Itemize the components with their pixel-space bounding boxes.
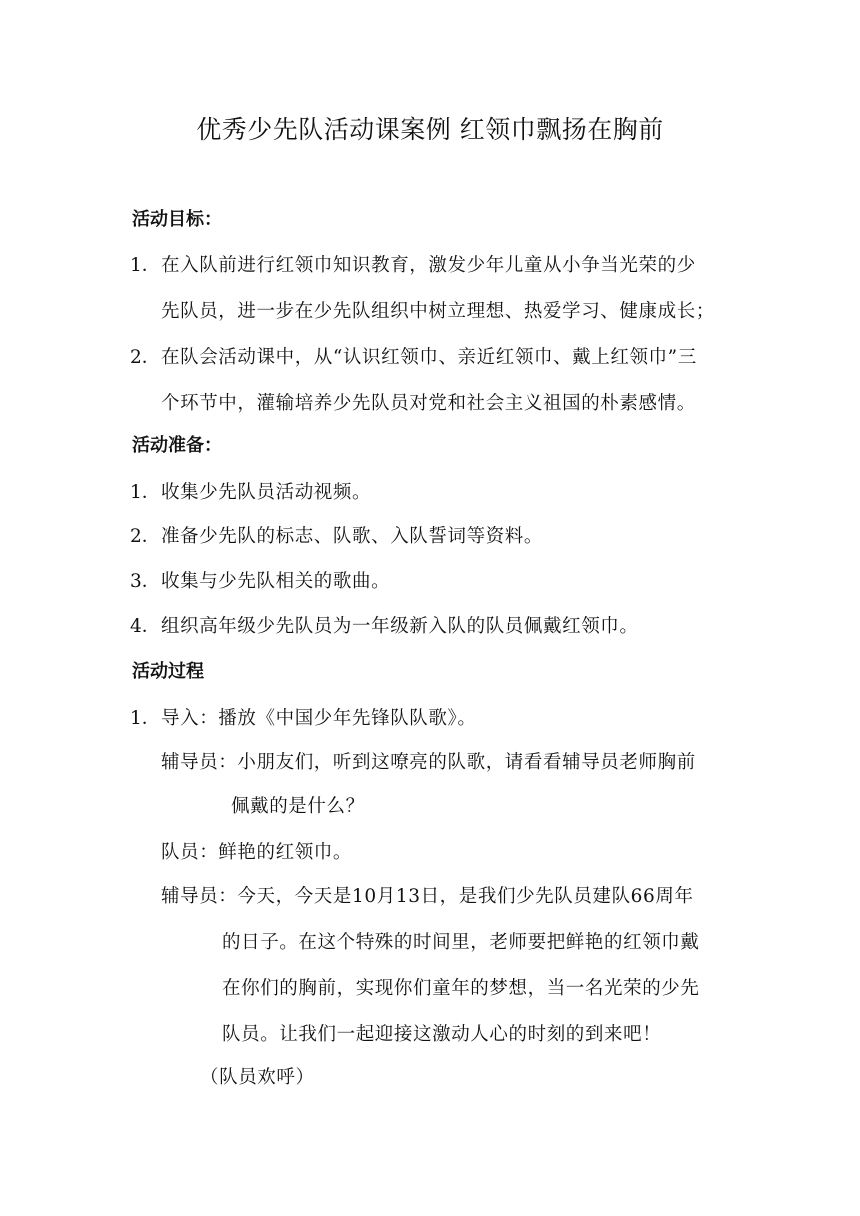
dialogue-2-line-1: 队员：鲜艳的红领巾。 (161, 842, 353, 863)
prep-3-text: 收集与少先队相关的歌曲。 (161, 571, 391, 592)
goal-1-number: 1． (130, 255, 161, 276)
process-1-number: 1． (130, 708, 161, 729)
dialogue-3-line-2: 的日子。在这个特殊的时间里，老师要把鲜艳的红领巾戴 (222, 932, 700, 953)
stage-note: （队员欢呼） (200, 1067, 315, 1088)
dialogue-1-line-1: 辅导员：小朋友们，听到这嘹亮的队歌，请看看辅导员老师胸前 (161, 752, 696, 773)
goal-2-number: 2． (130, 347, 161, 368)
prep-1-number: 1． (130, 482, 161, 503)
prep-4-number: 4． (130, 616, 161, 637)
process-heading: 活动过程 (132, 661, 204, 682)
goal-1-line-1: 在入队前进行红领巾知识教育，激发少年儿童从小争当光荣的少 (161, 255, 696, 276)
dialogue-3-line-4: 队员。让我们一起迎接这激动人心的时刻的到来吧！ (222, 1024, 662, 1045)
goals-heading: 活动目标： (132, 209, 222, 230)
dialogue-3-line-1: 辅导员：今天，今天是10月13日，是我们少先队员建队66周年 (161, 886, 694, 907)
process-1-text: 导入：播放《中国少年先锋队队歌》。 (161, 708, 477, 729)
goal-1-line-2: 先队员，进一步在少先队组织中树立理想、热爱学习、健康成长； (161, 301, 715, 322)
goal-2-line-2: 个环节中，灌输培养少先队员对党和社会主义祖国的朴素感情。 (161, 393, 696, 414)
prep-3-number: 3． (130, 571, 161, 592)
dialogue-1-line-2: 佩戴的是什么？ (231, 796, 365, 817)
dialogue-3-line-3: 在你们的胸前，实现你们童年的梦想，当一名光荣的少先 (222, 978, 700, 999)
prep-2-text: 准备少先队的标志、队歌、入队誓词等资料。 (161, 526, 544, 547)
prep-2-number: 2． (130, 526, 161, 547)
goal-2-line-1: 在队会活动课中，从“认识红领巾、亲近红领巾、戴上红领巾”三 (161, 347, 697, 368)
prep-heading: 活动准备： (132, 435, 222, 456)
document-title: 优秀少先队活动课案例 红领巾飘扬在胸前 (196, 115, 664, 144)
prep-4-text: 组织高年级少先队员为一年级新入队的队员佩戴红领巾。 (161, 616, 639, 637)
prep-1-text: 收集少先队员活动视频。 (161, 482, 372, 503)
